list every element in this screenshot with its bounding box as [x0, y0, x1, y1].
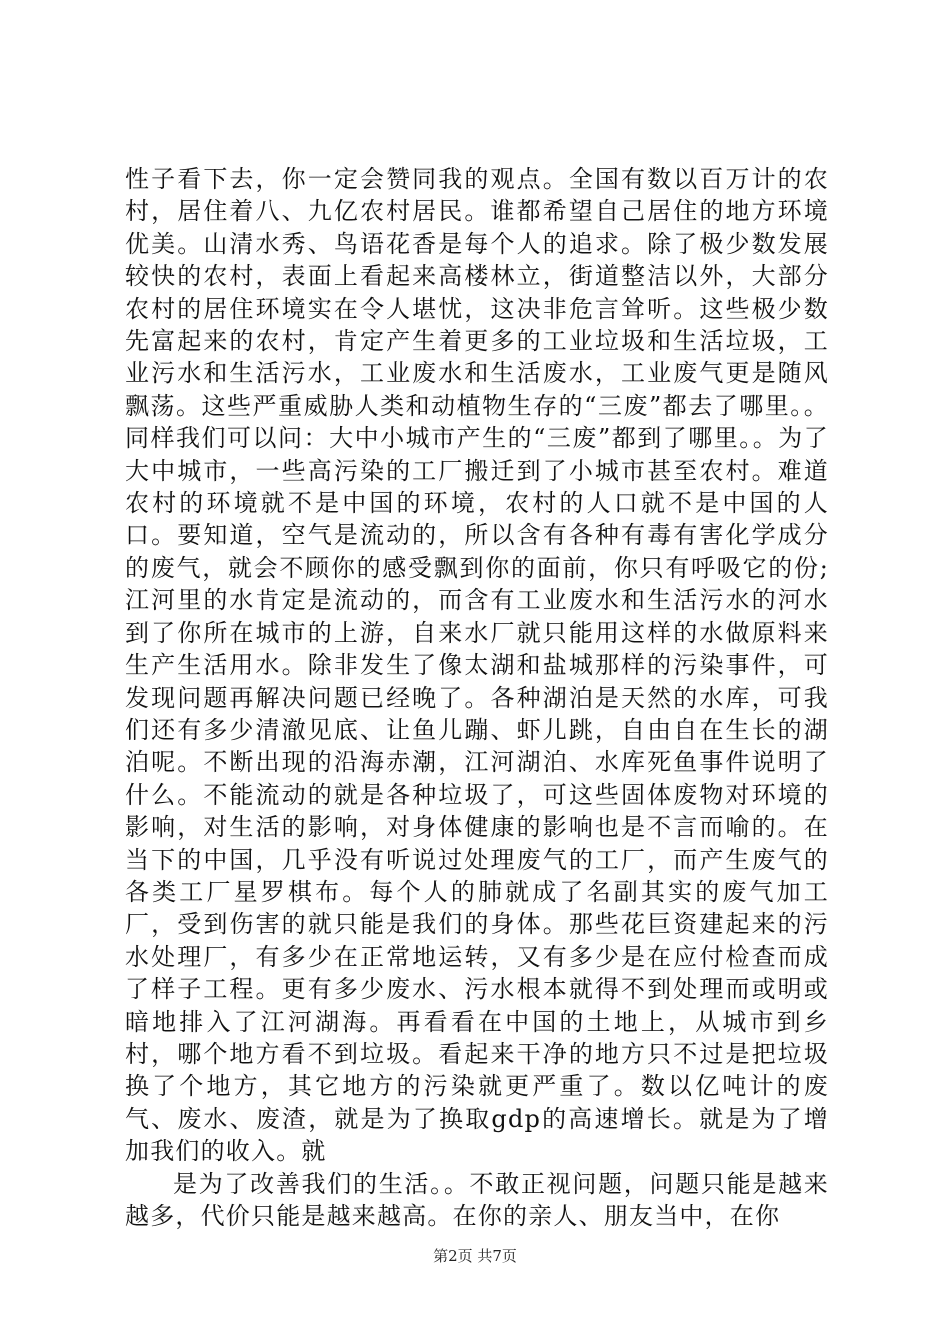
- page-footer: 第2页 共7页: [433, 1247, 517, 1265]
- paragraph-1: 性子看下去，你一定会赞同我的观点。全国有数以百万计的农村，居住着八、九亿农村居民。谁都希望自己居住的地方环境优美。山清水秀、鸟语花香是每个人的追求。除了极少数发展较快的农村，表面上看起来高楼林立，街道整洁以外，大部分农村的居住环境实在令人堪忧，这决非危言耸听。这些极少数先富起来的农村，肯定产生着更多的工业垃圾和生活垃圾，工业污水和生活污水，工业废水和生活废水，工业废气更是随风飘荡。这些严重威胁人类和动植物生存的“三废”都去了哪里。。同样我们可以问：大中小城市产生的“三废”都到了哪里。。为了大中城市，一些高污染的工厂搬迁到了小城市甚至农村。难道农村的环境就不是中国的环境，农村的人口就不是中国的人口。要知道，空气是流动的，所以含有各种有毒有害化学成分的废气，就会不顾你的感受飘到你的面前，你只有呼吸它的份;江河里的水肯定是流动的，而含有工业废水和生活污水的河水到了你所在城市的上游，自来水厂就只能用这样的水做原料来生产生活用水。除非发生了像太湖和盐城那样的污染事件，可发现问题再解决问题已经晚了。各种湖泊是天然的水库，可我们还有多少清澈见底、让鱼儿蹦、虾儿跳，自由自在生长的湖泊呢。不断出现的沿海赤潮，江河湖泊、水库死鱼事件说明了什么。不能流动的就是各种垃圾了，可这些固体废物对环境的影响，对生活的影响，对身体健康的影响也是不言而喻的。在当下的中国，几乎没有听说过处理废气的工厂，而产生废气的各类工厂星罗棋布。每个人的肺就成了名副其实的废气加工厂，受到伤害的就只能是我们的身体。那些花巨资建起来的污水处理厂，有多少在正常地运转，又有多少是在应付检查而成了样子工程。更有多少废水、污水根本就得不到处理而或明或暗地排入了江河湖海。再看看在中国的土地上，从城市到乡村，哪个地方看不到垃圾。看起来干净的地方只不过是把垃圾换了个地方，其它地方的污染就更严重了。数以亿吨计的废气、废水、废渣，就是为了换取gdp的高速增长。就是为了增加我们的收入。就: [125, 165, 829, 1166]
- paragraph-2: 是为了改善我们的生活。。不敢正视问题，问题只能是越来越多，代价只能是越来越高。在你的亲人、朋友当中，在你: [125, 1169, 829, 1230]
- document-body: [125, 163, 829, 1232]
